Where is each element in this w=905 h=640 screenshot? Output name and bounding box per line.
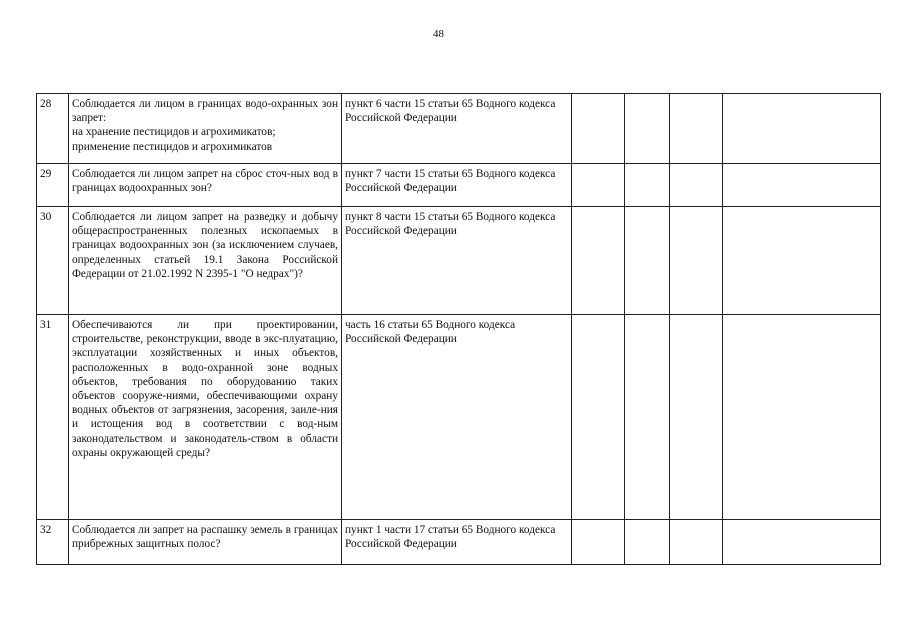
question-cell: [69, 94, 342, 164]
checklist-table: [36, 93, 881, 565]
answer-yes-cell[interactable]: [572, 315, 625, 520]
reference-cell: пункт 7 части 15 статьи 65 Водного кодекса Российской Федерации: [342, 164, 572, 207]
answer-na-cell[interactable]: [670, 164, 723, 207]
reference-cell: пункт 6 части 15 статьи 65 Водного кодекса Российской Федерации: [342, 94, 572, 164]
answer-no-cell[interactable]: [625, 315, 670, 520]
question-cell: [69, 520, 342, 565]
row-number: 28: [37, 94, 69, 164]
table-row: [37, 94, 881, 164]
note-cell[interactable]: [723, 207, 881, 315]
answer-yes-cell[interactable]: [572, 207, 625, 315]
note-cell[interactable]: [723, 164, 881, 207]
reference-cell: пункт 8 части 15 статьи 65 Водного кодекса Российской Федерации: [342, 207, 572, 315]
answer-na-cell[interactable]: [670, 207, 723, 315]
answer-yes-cell[interactable]: [572, 94, 625, 164]
reference-cell: часть 16 статьи 65 Водного кодекса Российской Федерации: [342, 315, 572, 520]
row-number: 29: [37, 164, 69, 207]
table-row: [37, 315, 881, 520]
row-number: 31: [37, 315, 69, 520]
question-cell: [69, 315, 342, 520]
question-line: на хранение пестицидов и агрохимикатов;: [72, 126, 276, 139]
answer-yes-cell[interactable]: [572, 164, 625, 207]
table-row: [37, 520, 881, 565]
question-line: Соблюдается ли лицом запрет на сброс сточ-ных вод в границах водоохранных зон?: [72, 168, 338, 195]
answer-yes-cell[interactable]: [572, 520, 625, 565]
table-row: [37, 164, 881, 207]
reference-cell: пункт 1 части 17 статьи 65 Водного кодекса Российской Федерации: [342, 520, 572, 565]
answer-na-cell[interactable]: [670, 520, 723, 565]
question-line: Обеспечиваются ли при проектировании, строительстве, реконструкции, вводе в экс-плуатацию, эксплуатации хозяйственных и иных объектов, расположенных в водо-охранной зоне водных объектов, требования по оборудованию таких объектов сооруже-ниями, обеспечивающими охрану водных объектов от загрязнения, засорения, заиле-ния и истощения вод в соответствии с вод-ным законодательством и законодатель-ством в области охраны окружающей среды?: [72, 319, 338, 459]
question-cell: [69, 207, 342, 315]
note-cell[interactable]: [723, 315, 881, 520]
note-cell[interactable]: [723, 520, 881, 565]
answer-no-cell[interactable]: [625, 164, 670, 207]
row-number: 32: [37, 520, 69, 565]
answer-no-cell[interactable]: [625, 207, 670, 315]
question-line: Соблюдается ли лицом в границах водо-охранных зон запрет:: [72, 98, 338, 125]
question-line: применение пестицидов и агрохимикатов: [72, 140, 273, 153]
answer-no-cell[interactable]: [625, 94, 670, 164]
answer-na-cell[interactable]: [670, 94, 723, 164]
question-cell: [69, 164, 342, 207]
table-row: [37, 207, 881, 315]
question-line: Соблюдается ли запрет на распашку земель в границах прибрежных защитных полос?: [72, 524, 338, 551]
row-number: 30: [37, 207, 69, 315]
question-line: Соблюдается ли лицом запрет на разведку и добычу общераспространенных полезных ископаемых в границах водоохранных зон (за исключением случаев, определенных статьей 19.1 Закона Российской Федерации от 21.02.1992 N 2395-1 "О недрах")?: [72, 211, 338, 280]
answer-no-cell[interactable]: [625, 520, 670, 565]
page-number: 48: [433, 28, 444, 40]
answer-na-cell[interactable]: [670, 315, 723, 520]
note-cell[interactable]: [723, 94, 881, 164]
